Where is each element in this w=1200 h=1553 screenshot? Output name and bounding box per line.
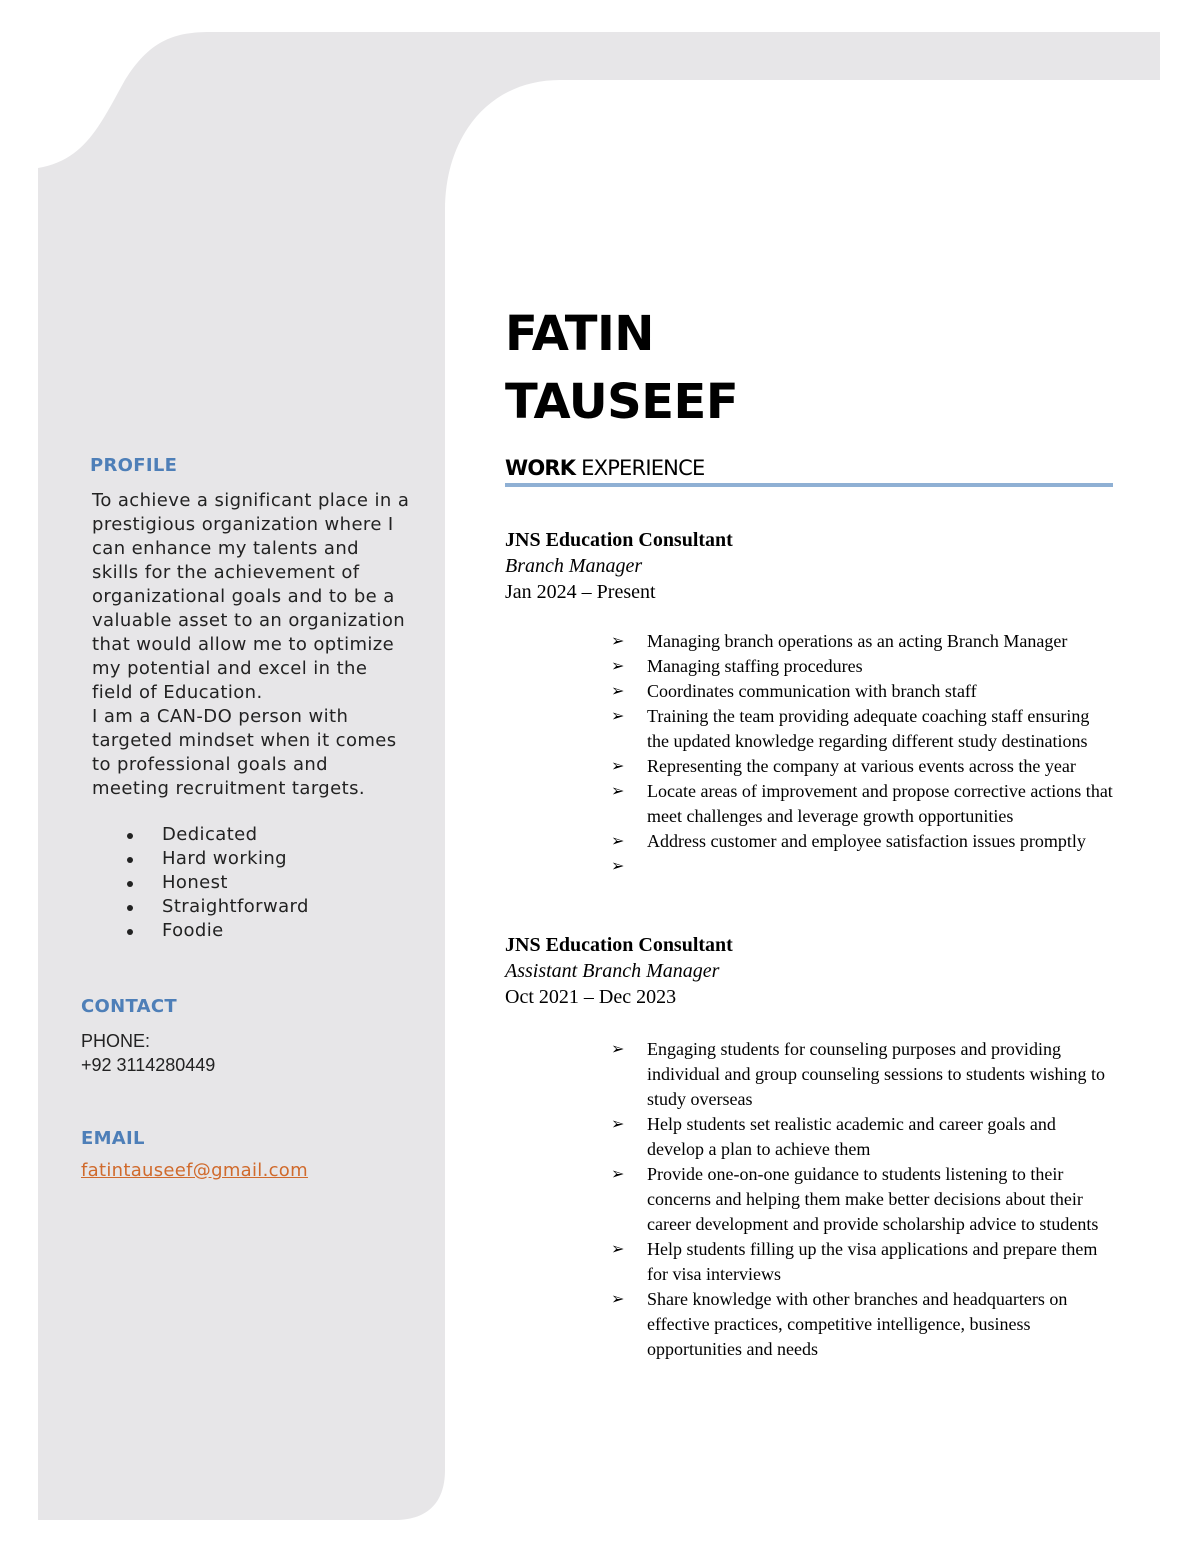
duty-item: ➢ Training the team providing adequate coaching staff ensuring the updated knowledge regarding different study destinations xyxy=(611,706,1090,751)
profile-summary xyxy=(92,489,410,801)
trait-item: Straightforward xyxy=(80,895,410,919)
duty-item: ➢ Representing the company at various events across the year xyxy=(647,754,1115,779)
job-role: Branch Manager xyxy=(505,555,643,577)
arrow-bullet-icon: ➢ xyxy=(611,658,625,675)
duty-item: ➢ Managing branch operations as an acting Branch Manager xyxy=(647,629,1115,654)
duty-item: ➢ Coordinates communication with branch staff xyxy=(647,679,1115,704)
job-entry xyxy=(505,932,1115,1362)
trait-item: Honest xyxy=(80,871,410,895)
last-name: TAUSEEF xyxy=(505,374,739,430)
arrow-bullet-icon: ➢ xyxy=(611,758,625,775)
arrow-bullet-icon: ➢ xyxy=(611,683,625,700)
arrow-bullet-icon: ➢ xyxy=(611,833,625,850)
duty-item: ➢ Provide one-on-one guidance to students listening to their concerns and helping them make better decisions about their career development and provide scholarship advice to students xyxy=(611,1164,1099,1234)
contact-heading: CONTACT xyxy=(81,996,177,1017)
duty-item: ➢ Share knowledge with other branches and headquarters on effective practices, competitive intelligence, business opportunities and needs xyxy=(611,1289,1068,1359)
first-name: FATIN xyxy=(505,306,654,362)
duty-item-empty xyxy=(611,854,1115,879)
arrow-bullet-icon: ➢ xyxy=(611,783,625,800)
email-section xyxy=(81,1128,411,1181)
email-heading: EMAIL xyxy=(81,1128,145,1149)
traits-list xyxy=(80,823,410,943)
job-company: JNS Education Consultant xyxy=(505,934,733,956)
job-duties xyxy=(505,629,1115,879)
job-dates: Oct 2021 – Dec 2023 xyxy=(505,986,677,1008)
job-company: JNS Education Consultant xyxy=(505,529,733,551)
arrow-bullet-icon: ➢ xyxy=(611,1166,625,1183)
duty-item: ➢ Locate areas of improvement and propose corrective actions that meet challenges and leverage growth opportunities xyxy=(611,781,1113,826)
bullet-dot-icon xyxy=(127,833,133,839)
duty-item: ➢ Help students set realistic academic and career goals and develop a plan to achieve them xyxy=(611,1114,1056,1159)
arrow-bullet-icon: ➢ xyxy=(611,1041,625,1058)
bullet-dot-icon xyxy=(127,857,133,863)
job-entry xyxy=(505,527,1115,879)
arrow-bullet-icon: ➢ xyxy=(611,858,625,875)
contact-section xyxy=(81,996,411,1077)
arrow-bullet-icon: ➢ xyxy=(611,1116,625,1133)
phone-label: PHONE: xyxy=(81,1031,151,1051)
trait-item: Hard working xyxy=(80,847,410,871)
job-role: Assistant Branch Manager xyxy=(505,960,720,982)
sidebar xyxy=(80,455,410,943)
bullet-dot-icon xyxy=(127,929,133,935)
duty-item: ➢ Engaging students for counseling purposes and providing individual and group counseling sessions to students wishing to study overseas xyxy=(611,1039,1105,1109)
arrow-bullet-icon: ➢ xyxy=(611,633,625,650)
trait-item: Foodie xyxy=(80,919,410,943)
trait-item: Dedicated xyxy=(80,823,410,847)
arrow-bullet-icon: ➢ xyxy=(611,1291,625,1308)
job-duties xyxy=(505,1037,1115,1362)
duty-item: ➢ Help students filling up the visa applications and prepare them for visa interviews xyxy=(611,1239,1098,1284)
profile-paragraph: I am a CAN-DO person with targeted mindset when it comes to professional goals and meeting recruitment targets. xyxy=(92,706,397,799)
arrow-bullet-icon: ➢ xyxy=(611,1241,625,1258)
profile-paragraph: To achieve a significant place in a prestigious organization where I can enhance my talents and skills for the achievement of organizational goals and to be a valuable asset to an organization that would allow me to optimize my potential and excel in the field of Education. xyxy=(92,490,410,703)
duty-item: ➢ Managing staffing procedures xyxy=(647,654,1115,679)
job-dates: Jan 2024 – Present xyxy=(505,581,656,603)
phone-number: +92 3114280449 xyxy=(81,1055,216,1075)
work-experience-heading: WORK EXPERIENCE xyxy=(505,456,1113,487)
main-content xyxy=(505,300,1115,1362)
profile-heading: PROFILE xyxy=(90,455,178,476)
email-link[interactable]: fatintauseef@gmail.com xyxy=(81,1160,308,1181)
candidate-name xyxy=(505,300,1115,436)
bullet-dot-icon xyxy=(127,905,133,911)
bullet-dot-icon xyxy=(127,881,133,887)
duty-item: ➢ Address customer and employee satisfaction issues promptly xyxy=(647,829,1115,854)
arrow-bullet-icon: ➢ xyxy=(611,708,625,725)
